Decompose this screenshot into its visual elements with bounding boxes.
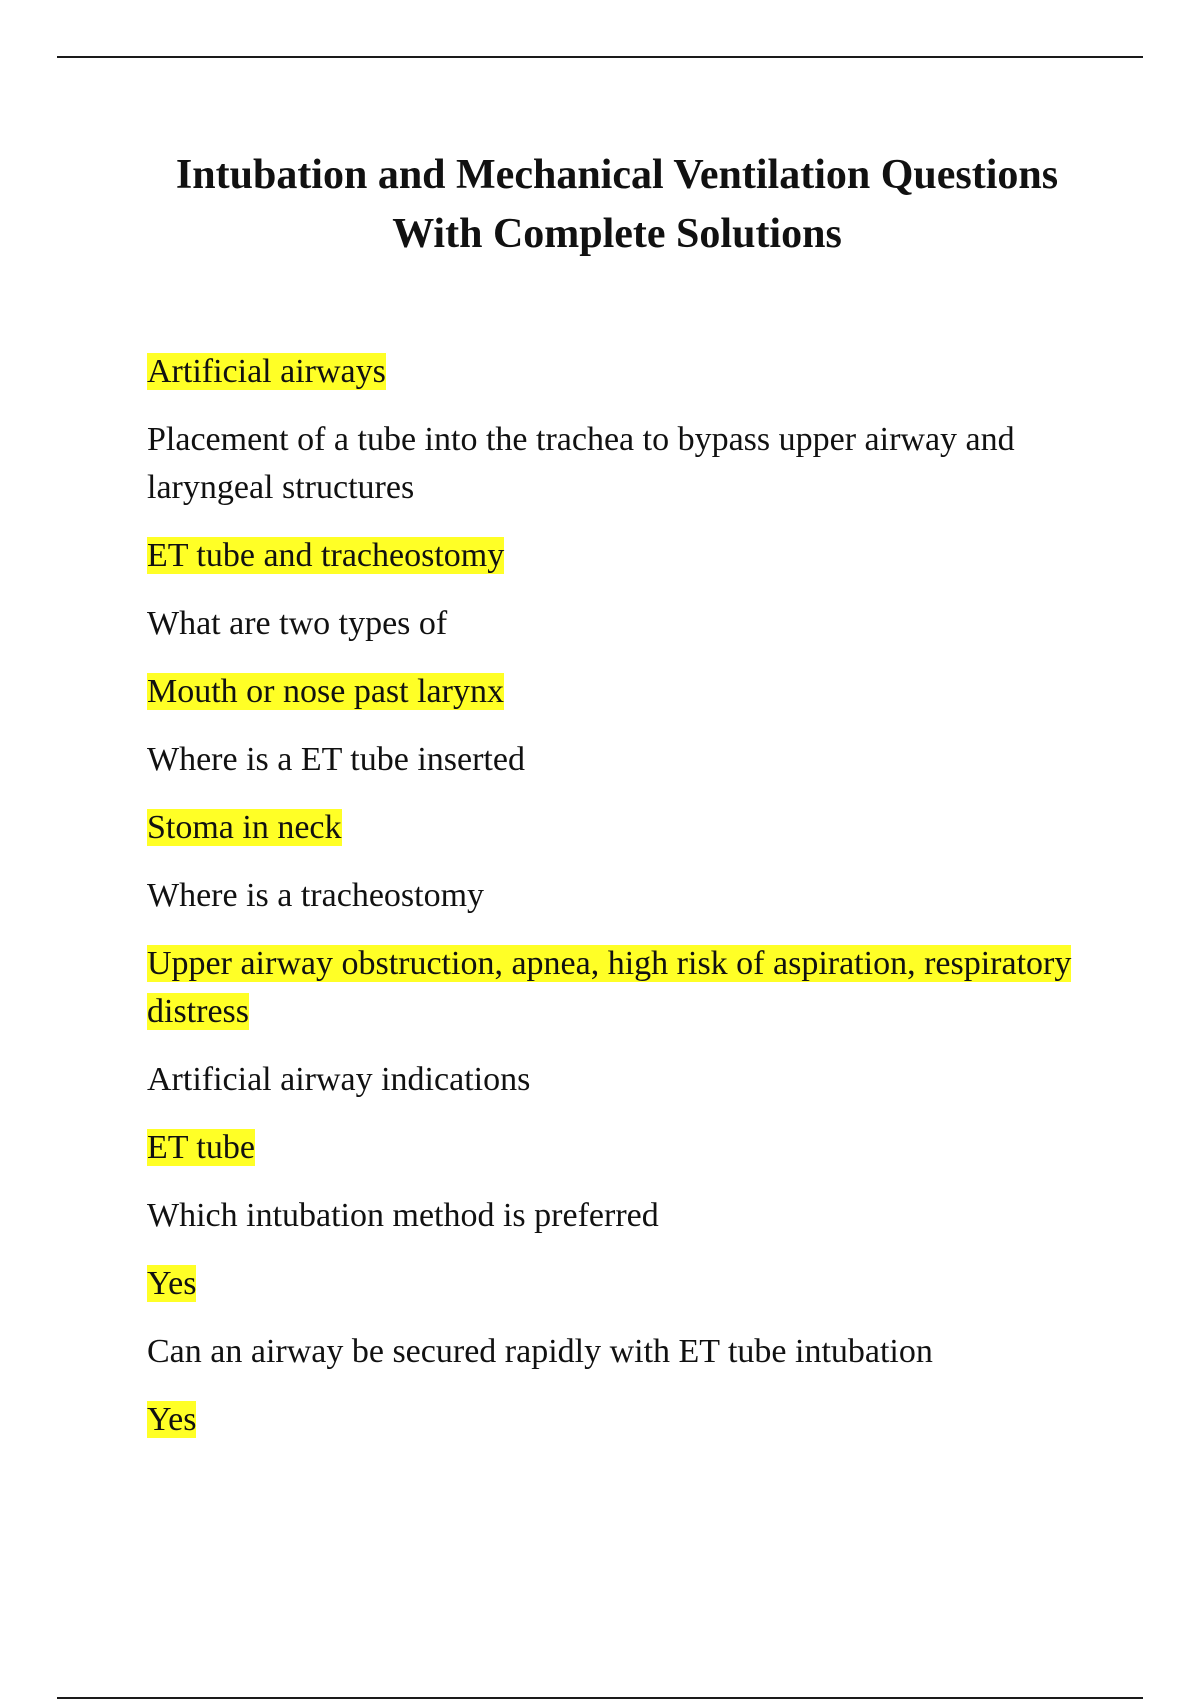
highlighted-text: Stoma in neck	[147, 809, 342, 846]
highlighted-text: Upper airway obstruction, apnea, high risk of aspiration, respiratory distress	[147, 945, 1072, 1030]
answer-item	[147, 804, 1107, 852]
title-line-1: Intubation and Mechanical Ventilation Questions	[175, 152, 1059, 198]
answer-item	[147, 532, 1107, 580]
footer-rule	[57, 1697, 1143, 1699]
question-item: Which intubation method is preferred	[147, 1197, 659, 1234]
answer-item	[147, 1260, 1107, 1308]
question-item: Artificial airway indications	[147, 1061, 531, 1098]
highlighted-text: Yes	[147, 1401, 197, 1438]
question-item: Placement of a tube into the trachea to bypass upper airway and laryngeal structures	[147, 421, 1015, 506]
highlighted-text: Artificial airways	[147, 353, 386, 390]
answer-item	[147, 1396, 1107, 1444]
answer-item	[147, 348, 1107, 396]
question-item: Can an airway be secured rapidly with ET tube intubation	[147, 1333, 933, 1370]
question-item: What are two types of	[147, 605, 448, 642]
highlighted-text: Mouth or nose past larynx	[147, 673, 504, 710]
header-rule	[57, 56, 1143, 58]
highlighted-text: ET tube and tracheostomy	[147, 537, 505, 574]
title-line-2: With Complete Solutions	[392, 211, 842, 257]
answer-item	[147, 940, 1107, 1036]
highlighted-text: ET tube	[147, 1129, 255, 1166]
highlighted-text: Yes	[147, 1265, 197, 1302]
question-item: Where is a ET tube inserted	[147, 741, 525, 778]
answer-item	[147, 1124, 1107, 1172]
question-item: Where is a tracheostomy	[147, 877, 485, 914]
answer-item	[147, 668, 1107, 716]
qa-list	[147, 348, 1107, 1464]
document-title	[100, 146, 1134, 264]
